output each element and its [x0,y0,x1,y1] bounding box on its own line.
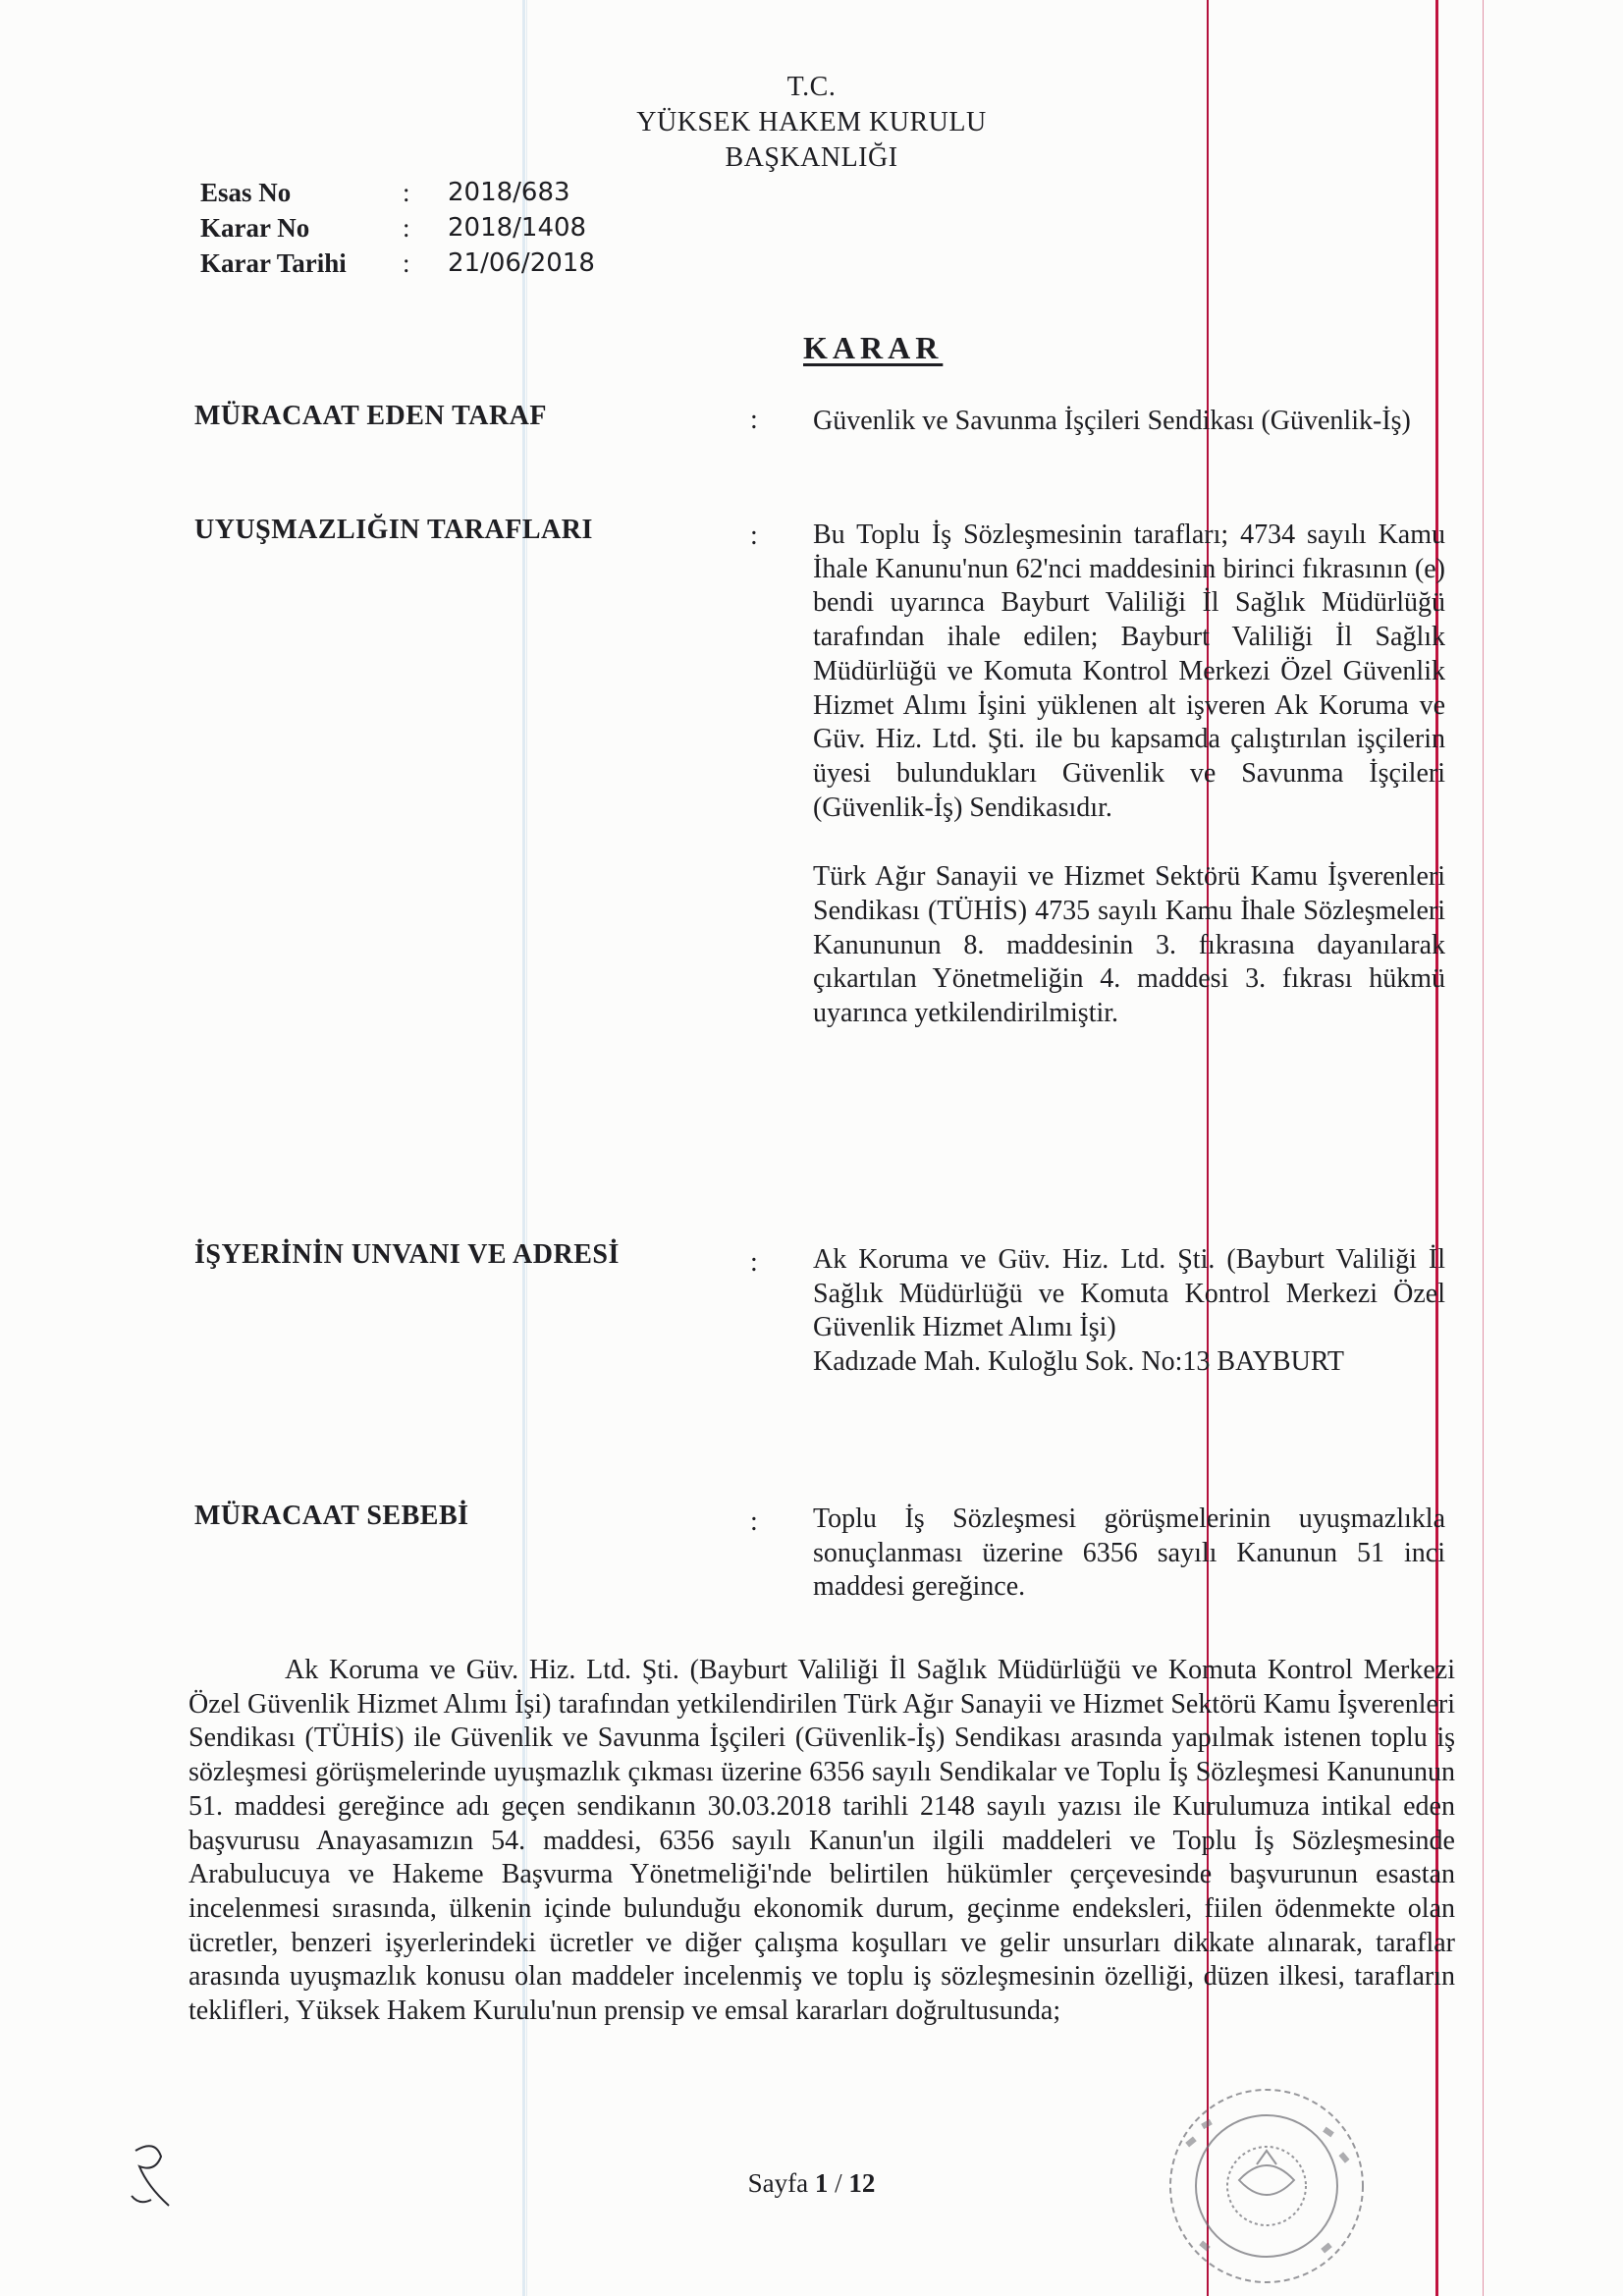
page-prefix: Sayfa [747,2168,809,2198]
section-label-applicant: MÜRACAAT EDEN TARAF [194,401,547,431]
page-divider: / [835,2168,842,2198]
meta-separator: : [403,213,410,243]
meta-label: Karar No [200,213,310,243]
section-paragraph: Ak Koruma ve Güv. Hiz. Ltd. Şti. (Bayburt Valiliği İl Sağlık Müdürlüğü ve Komuta Kontrol Merkezi Özel Güvenlik Hizmet Alımı İşi) [813,1244,1445,1343]
section-colon: : [750,520,758,551]
decision-body [189,1654,1455,2029]
header-tc: T.C. [786,72,837,102]
section-paragraph: Bu Toplu İş Sözleşmesinin tarafları; 4734 sayılı Kamu İhale Kanunu'nun 62'nci maddesinin birinci fıkrasının (e) bendi uyarınca Bayburt Valiliği İl Sağlık Müdürlüğü tarafından ihale edilen; Bayburt Valiliği İl Sağlık Müdürlüğü ve Komuta Kontrol Merkezi Özel Güvenlik Hizmet Alımı İşini yüklenen alt işveren Ak Koruma ve Güv. Hiz. Ltd. Şti. ile bu kapsamda çalıştırılan işçilerin üyesi bulundukları Güvenlik ve Savunma İşçileri (Güvenlik-İş) Sendikasıdır. [813,519,1445,823]
section-body-applicant [813,405,1445,439]
document-title: KARAR [803,330,944,365]
scan-line-edge [1483,0,1484,2296]
section-paragraph: Türk Ağır Sanayii ve Hizmet Sektörü Kamu İşverenleri Sendikası (TÜHİS) 4735 sayılı Kamu İhale Sözleşmeleri Kanununun 8. maddesinin 3. fıkrasına dayanılarak çıkartılan Yönetmeliğin 4. maddesi 3. fıkrası hükmü uyarınca yetkilendirilmiştir. [813,861,1445,1029]
decision-number: 2018/1408 [448,213,587,243]
section-paragraph: Toplu İş Sözleşmesi görüşmelerinin uyuşmazlıkla sonuçlanması üzerine 6356 sayılı Kanunun 51 inci maddesi gereğince. [813,1503,1445,1603]
section-label-workplace: İŞYERİNİN UNVANI VE ADRESİ [194,1239,620,1270]
meta-label: Karar Tarihi [200,248,347,278]
section-body-workplace [813,1243,1445,1380]
page-total: 12 [848,2168,876,2198]
section-paragraph: Kadızade Mah. Kuloğlu Sok. No:13 BAYBURT [813,1346,1344,1378]
case-number: 2018/683 [448,178,570,207]
page-footer [0,2168,1623,2199]
meta-separator: : [403,248,410,278]
section-colon: : [750,1247,758,1278]
section-body-reason [813,1503,1445,1605]
header-presidency: BAŞKANLIĞI [725,142,898,173]
section-colon: : [750,1506,758,1537]
section-colon: : [750,405,758,435]
section-body-parties [813,519,1445,1031]
section-label-reason: MÜRACAAT SEBEBİ [194,1501,469,1531]
decision-date: 21/06/2018 [448,248,595,278]
header-institution: YÜKSEK HAKEM KURULU [636,107,987,137]
section-label-parties: UYUŞMAZLIĞIN TARAFLARI [194,515,593,545]
meta-label: Esas No [200,178,292,207]
body-paragraph: Ak Koruma ve Güv. Hiz. Ltd. Şti. (Bayburt Valiliği İl Sağlık Müdürlüğü ve Komuta Kontrol Merkezi Özel Güvenlik Hizmet Alımı İşi) tarafından yetkilendirilen Türk Ağır Sanayii ve Hizmet Sektörü Kamu İşverenleri Sendikası (TÜHİS) ile Güvenlik ve Savunma İşçileri (Güvenlik-İş) Sendikası arasında yapılmak istenen toplu iş sözleşmesi görüşmelerinde uyuşmazlık çıkması üzerine 6356 sayılı Sendikalar ve Toplu İş Sözleşmesi Kanununun 51. maddesi gereğince adı geçen sendikanın 30.03.2018 tarihli 2148 sayılı yazısı ile Kurulumuza intikal eden başvurusu Anayasamızın 54. maddesi, 6356 sayılı Kanun'un ilgili maddeleri ve Toplu İş Sözleşmesinde Arabulucuya ve Hakeme Başvurma Yönetmeliği'nde belirtilen hükümler çerçevesinde başvurunun esastan incelenmesi sırasında, ülkenin içinde bulunduğu ekonomik durum, geçinme endeksleri, fiilen ödenmekte olan ücretler, benzeri işyerlerindeki ücretler ve diğer çalışma koşulları ve gelir unsurları dikkate alınarak, taraflar arasında uyuşmazlık konusu olan maddeler incelenmiş ve toplu iş sözleşmesinin özelliği, düzen ilkesi, tarafların teklifleri, Yüksek Hakem Kurulu'nun prensip ve emsal kararları doğrultusunda; [189,1655,1455,2027]
page-current: 1 [814,2168,829,2198]
section-paragraph: Güvenlik ve Savunma İşçileri Sendikası (Güvenlik-İş) [813,406,1411,436]
meta-separator: : [403,178,410,207]
